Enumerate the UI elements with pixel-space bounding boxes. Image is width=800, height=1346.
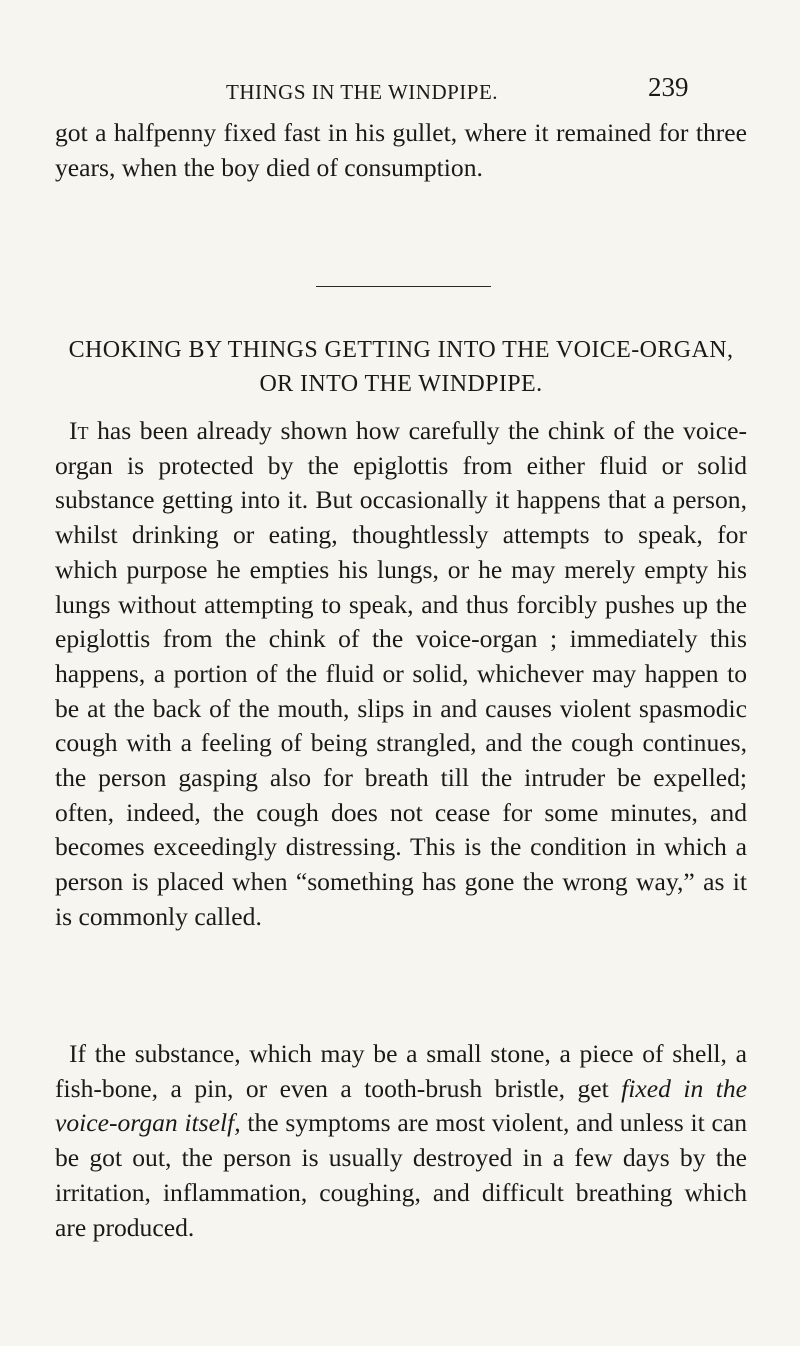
second-paragraph-italic: fixed in the voice-organ itself, bbox=[55, 1073, 747, 1138]
main-paragraph-text: has been already shown how carefully the chink of the voice-organ is protected by the epiglottis from either fluid or solid substance getting into it. But occasionally it happens that a person, whilst drinking or eating, thoughtlessly attempts to speak, for which purpose he empties his lungs, or he may merely empty his lungs without attempting to speak, and thus forcibly pushes up the epiglottis from the chink of the voice-organ ; immediately this happens, a portion of the fluid or solid, whichever may happen to be at the back of the mouth, slips in and causes violent spasmodic cough with a feeling of being strangled, and the cough continues, the person gasping also for breath till the intruder be expelled; often, indeed, the cough does not cease for some minutes, and becomes exceedingly distressing. This is the condition in which a person is placed when “something has gone the wrong way,” as it is commonly called. bbox=[55, 416, 747, 931]
paragraph-lead-word: It bbox=[69, 416, 89, 445]
second-paragraph-start: If the substance, which may be a small stone, a piece of shell, a fish-bone, a pin, or even a tooth-brush bristle, get bbox=[55, 1039, 747, 1103]
continued-paragraph: got a halfpenny fixed fast in his gullet, where it remained for three years, when the boy died of consumption. bbox=[55, 118, 747, 182]
running-head: THINGS IN THE WINDPIPE. bbox=[226, 80, 499, 104]
page-number: 239 bbox=[648, 72, 689, 102]
main-paragraph bbox=[55, 414, 747, 935]
section-heading: CHOKING BY THINGS GETTING INTO THE VOICE-ORGAN, OR INTO THE WINDPIPE. bbox=[68, 337, 734, 397]
second-paragraph-end: the symptoms are most violent, and unless it can be got out, the person is usually destroyed in a few days by the irritation, inflammation, coughing, and difficult breathing which are produced. bbox=[55, 1108, 747, 1242]
section-divider bbox=[316, 286, 491, 287]
second-paragraph bbox=[55, 1037, 747, 1245]
